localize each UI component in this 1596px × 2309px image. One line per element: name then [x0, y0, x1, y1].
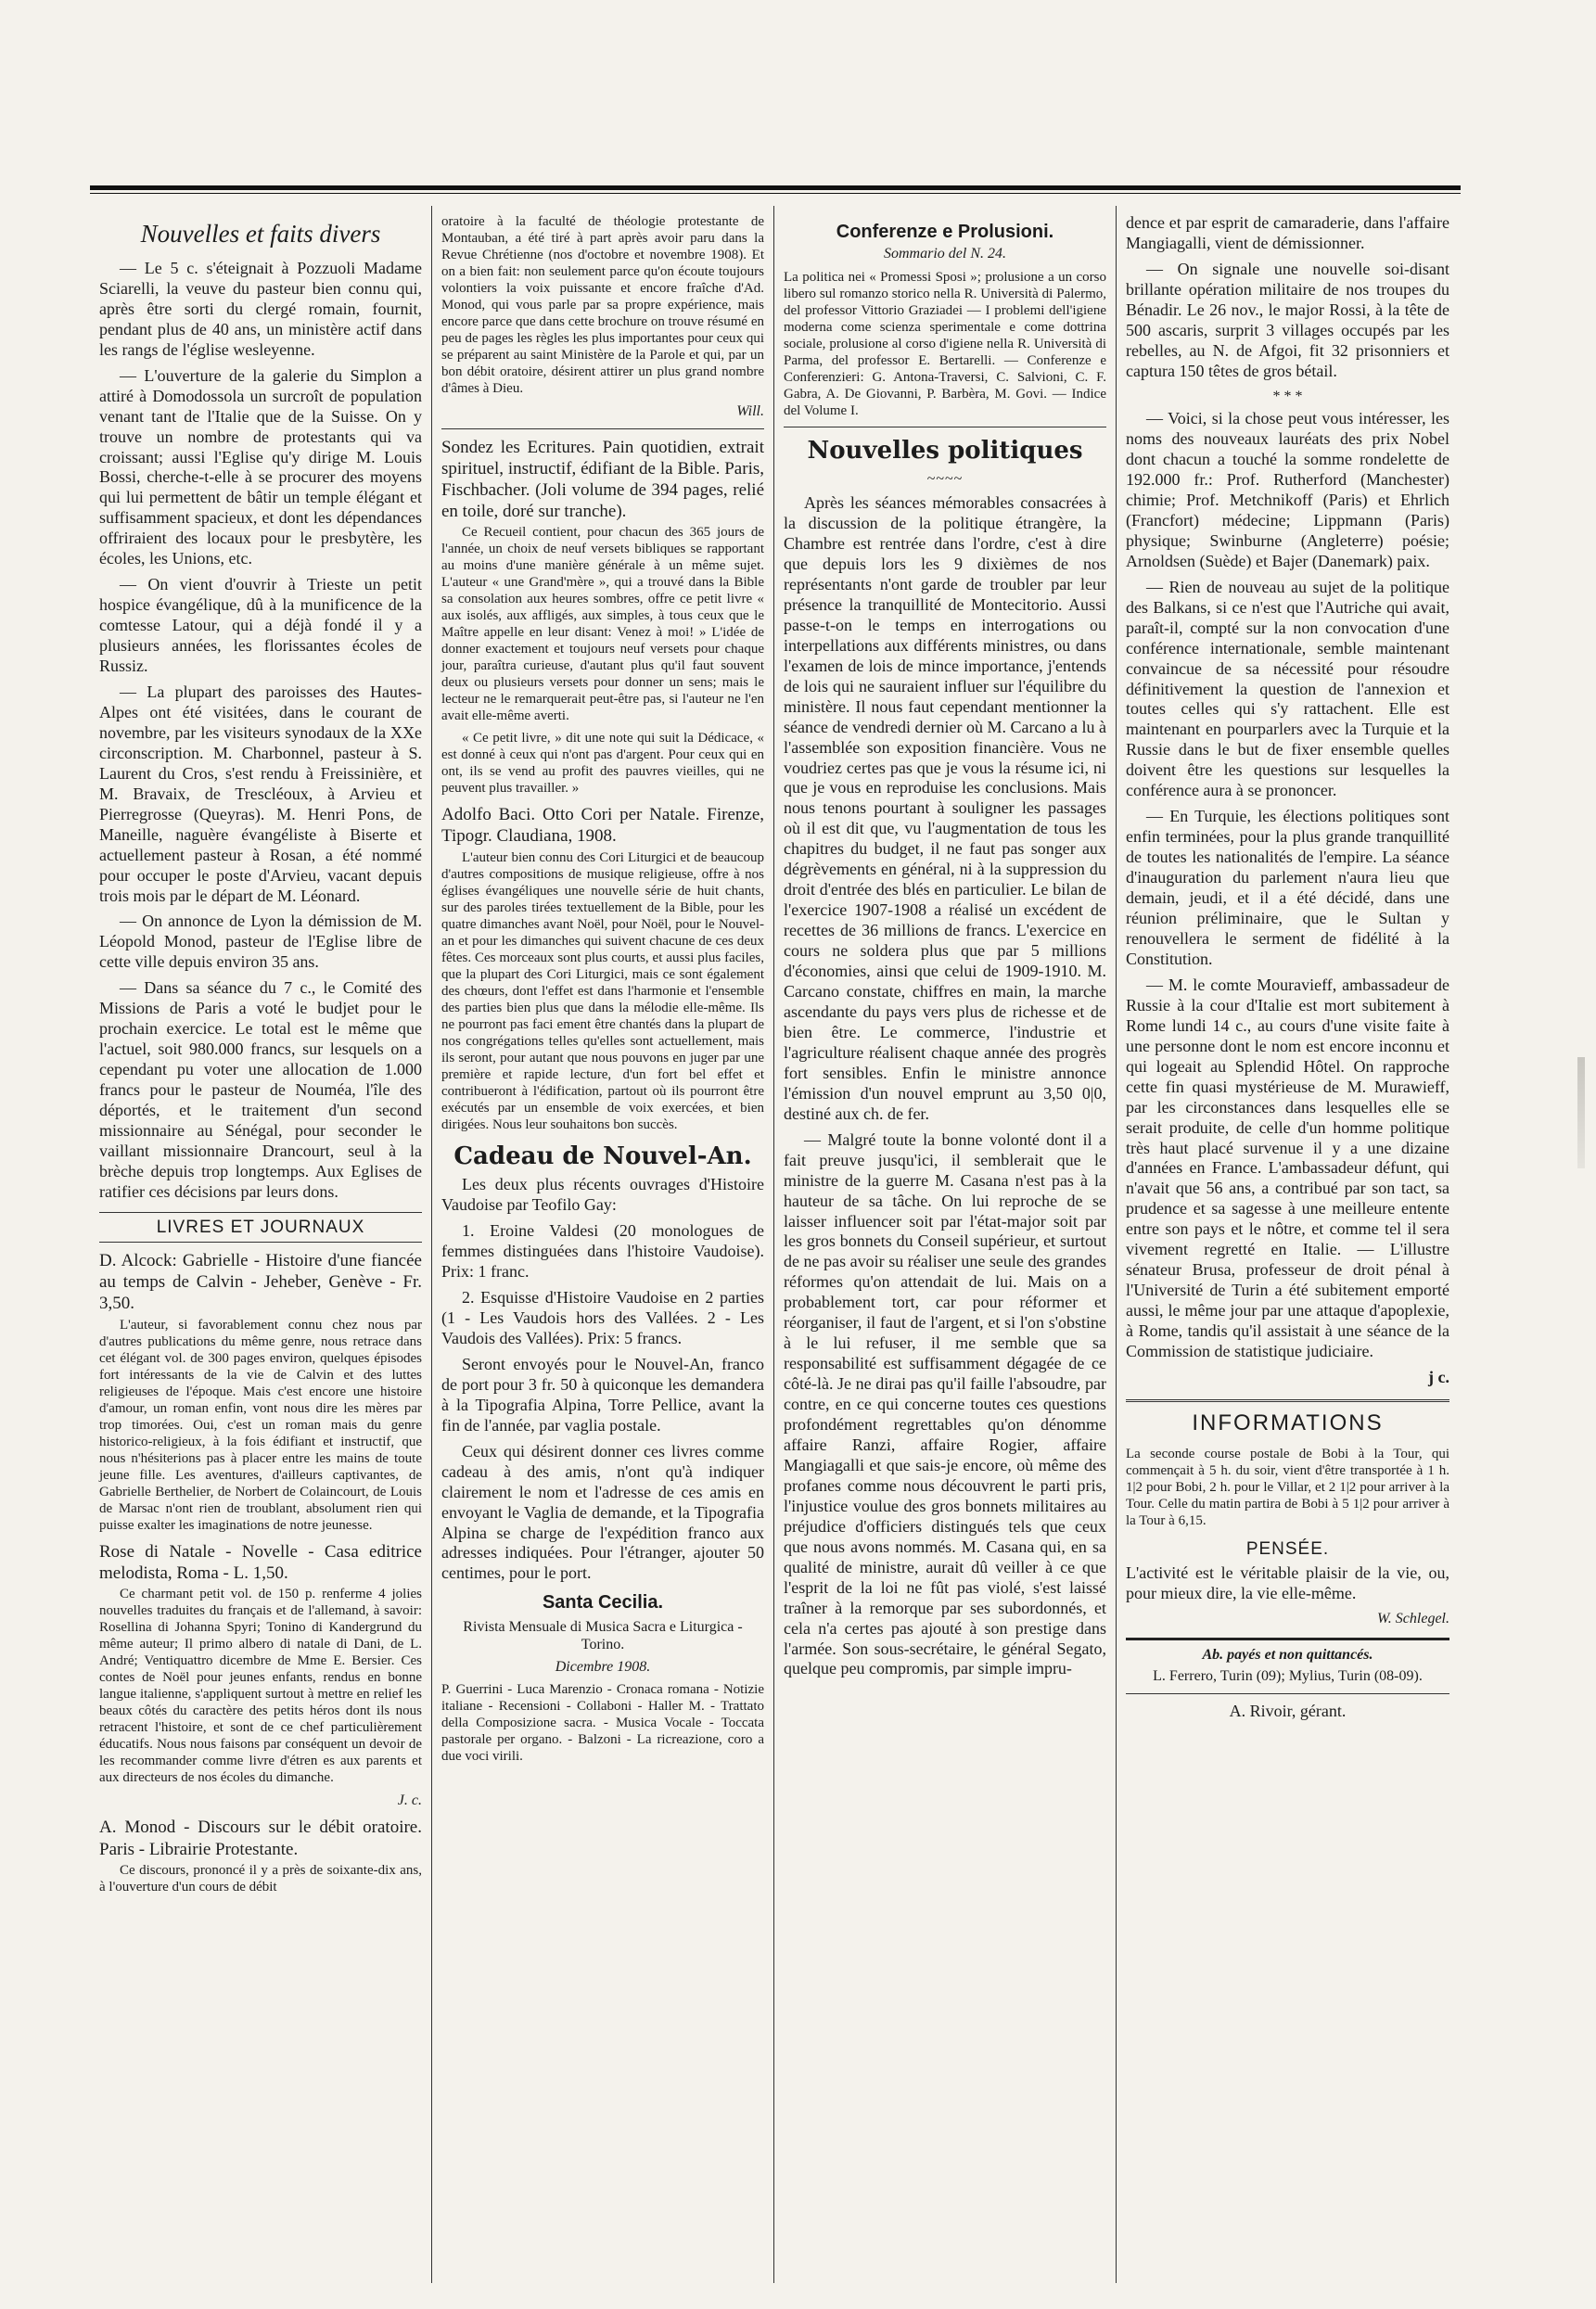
abonnements-text: L. Ferrero, Turin (09); Mylius, Turin (08-09). — [1153, 1668, 1423, 1685]
signature-jc-2: j c. — [1428, 1367, 1449, 1386]
cecilia-contents: P. Guerrini - Luca Marenzio - Cronaca romana - Notizie italiane - Recensioni - Collaboni - Haller M. - Trattato della Composizione sacra. - Musica Vocale - Toccata pastorale per organo. - Balzoni - La ricreazione, coro a due voci virili. — [441, 1682, 764, 1765]
column-1 — [90, 206, 432, 2283]
book-title-gabrielle: D. Alcock: Gabrielle - Histoire d'une fiancée au temps de Calvin - Jeheber, Genève - Fr. 3,50. — [99, 1251, 422, 1314]
cadeau-item-1: 1. Eroine Valdesi (20 monologues de femmes distinguées dans l'histoire Vaudoise). Prix: 1 franc. — [441, 1221, 764, 1282]
divider — [441, 428, 764, 429]
divider — [1126, 1638, 1449, 1640]
book-title-rose: Rose di Natale - Novelle - Casa editrice melodista, Roma - L. 1,50. — [99, 1541, 422, 1583]
politics-nobel: — Voici, si la chose peut vous intéresser, les noms des nouveaux lauréats des prix Nobel dont chacun a touché la somme rondelette de 192.000 fr.: Prof. Rutherford (Manchester) chimie; Prof. Metchnikoff (Paris) et Ehrlich (Francfort) médecine; Lippmann (Paris) physique; Swinburne (Angleterre) poésie; Arnoldsen (Suède) et Bajer (Danemark) paix. — [1126, 409, 1449, 570]
politics-balkans: — Rien de nouveau au sujet de la politique des Balkans, si ce n'est que l'Autriche qui avait, paraît-il, compté sur la non convocation d'une conférence internationale, semble maintenant convaincue de sa nécessité pour résoudre définitivement la question de l'annexion et toutes celles qui s'y rattachent. Elle est maintenant en pourparlers avec la Turquie et la Russie dans le but de fixer ensemble quelles doivent être les questions sur lesquelles la conférence aura à se prononcer. — [1126, 577, 1449, 800]
cadeau-shipping: Seront envoyés pour le Nouvel-An, franco de port pour 3 fr. 50 à quiconque les demandera à la Tipografia Alpina, Torre Pellice, avant la fin de l'année, par vaglia postale. — [441, 1354, 764, 1435]
signature-schlegel: W. Schlegel. — [1376, 1611, 1449, 1627]
section-title-pensee: PENSÉE. — [1245, 1539, 1330, 1560]
book-review-sondez-note: « Ce petit livre, » dit une note qui suit la Dédicace, « est donné à ceux qui n'ont pas d'argent. Pour ceux qui en ont, ils se vend au profit des pauvres vieilles, qui ne peuvent plus travailler. » — [441, 731, 764, 797]
column-4 — [1117, 206, 1459, 2283]
conferenze-subtitle: Sommario del N. 24. — [884, 246, 1006, 262]
politics-chambre: Après les séances mémorables consacrées à la discussion de la politique étrangère, la Chambre est rentrée dans l'ordre, c'est à dire que depuis lors les 9 dixièmes de nos représentants n'ont garde de troubler par leur présence la tranquillité de Montecitorio. Aussi passe-t-on le temps en interrogations ou interpellations aux différents ministres, ou dans l'examen de lois de mince importance, j'entends de lois qui ne sauraient influer sur l'équilibre du ministère. Il nous faut cependant mentionner la séance de vendredi dernier où M. Carcano a lu à l'assemblée son exposition financière. Vous ne voudriez certes pas que je vous la résume ici, ni que je vous en reproduise les conclusions. Mais nous tenons pourtant à souligner les passages où il est dit que, vu l'augmentation de tous les chapitres du budget, il ne faut pas songer aux dégrèvements en général, ni à la suppression du droit d'entrée des blés en particulier. Le bilan de l'exercice 1907-1908 a réalisé un excédent de recettes de 36 millions de francs. L'exercice en cours ne soldera plus que par 5 millions d'économies, ainsi que celui de 1909-1910. M. Carcano constate, chiffres en main, la marche ascendante du pays vers plus de richesse et de bien être. Le commerce, l'industrie et l'agriculture réalisent chaque année des progrès fort sensibles. Enfin le ministre annonce l'émission d'un nouvel emprunt au 3,50 0|0, destiné aux ch. de fer. — [784, 493, 1106, 1123]
pensee-text: L'activité est le véritable plaisir de la vie, ou, pour mieux dire, la vie elle-même. — [1126, 1563, 1449, 1603]
section-title-informations: INFORMATIONS — [1126, 1399, 1449, 1436]
news-missions: — Dans sa séance du 7 c., le Comité des Missions de Paris a voté le budjet pour le prochain exercice. Le total est le même que l'actuel, soit 980.000 francs, sur lesquels on a cependant pu voter une allocation de 1.000 francs pour le pasteur de Nouméa, l'île des déportés, et le traitement d'un second missionnaire au Sénégal, pour seconder le vaillant missionnaire Drancourt, seul à la brèche depuis trop longtemps. Aux Eglises de ratifier ces décisions par leurs dons. — [99, 978, 422, 1201]
column-2 — [432, 206, 774, 2283]
book-title-monod: A. Monod - Discours sur le débit oratoire. Paris - Librairie Protestante. — [99, 1818, 422, 1859]
news-sciarelli: — Le 5 c. s'éteignait à Pozzuoli Madame Sciarelli, la veuve du pasteur bien connu qui, après être sorti du clergé romain, fournit, pendant plus de 40 ans, un ministère actif dans les rangs de l'église wesleyenne. — [99, 258, 422, 359]
section-title-politiques: Nouvelles politiques — [807, 436, 1083, 465]
column-3 — [774, 206, 1117, 2283]
book-review-monod-cont: oratoire à la faculté de théologie protestante de Montauban, a été tiré à part après avoir paru dans la Revue Chrétienne (nos d'octobre et novembre 1908). Et on a bien fait: non seulement parce qu'on écoute toujours volontiers la voix puissante et encore fraîche d'Ad. Monod, qui vous parle par sa propre expérience, mais encore parce que dans cette brochure on trouve résumé en peu de pages les règles les plus importantes pour ceux qui se préparent au saint Ministère de la Parole et qui, par un bon débit oratoire, désirent attirer un plus grand nombre d'âmes à Dieu. — [441, 214, 764, 396]
book-review-sondez: Ce Recueil contient, pour chacun des 365 jours de l'année, un choix de neuf versets bibliques se rapportant au moins d'une manière générale à un même sujet. L'auteur « une Grand'mère », qui a trouvé dans la Bible sa consolation aux heures sombres, offre ce petit livre « aux isolés, aux affligés, aux simples, à tous ceux que le Maître appelle en leur disant: Venez à moi! » L'idée de donner exactement et toujours neuf versets pour chaque jour, paraîtra curieuse, d'autant plus qu'il faut souvent deux ou plusieurs versets pour donner un sens; mais le lecteur ne le remarquerait peut-être pas, si l'auteur ne l'en avait elle-même averti. — [441, 525, 764, 724]
cadeau-intro: Les deux plus récents ouvrages d'Histoire Vaudoise par Teofilo Gay: — [441, 1175, 764, 1215]
book-title-sondez: Sondez les Ecritures. Pain quotidien, extrait spirituel, instructif, édifiant de la Bible. Paris, Fischbacher. (Joli volume de 394 pages, relié en toile, doré sur tranche). — [441, 437, 764, 522]
abonnements-title: Ab. payés et non quittancés. — [1202, 1646, 1373, 1663]
politics-guerre: — Malgré toute la bonne volonté dont il a fait preuve jusqu'ici, il semblerait que le ministre de la guerre M. Casana n'est pas à la hauteur de sa tâche. On lui reproche de se laisser influencer soit par l'état-major soit par les gros bonnets du Conseil supérieur, et surtout de ne pas avoir su réaliser une seule des grandes réformes qu'on attendait de lui. Mais on a probablement tort, car pour réformer et réorganiser, il faut de l'argent, et si l'on s'obstine à le lui refuser, il me semble que sa responsabilité est suffisamment dégagée de ce côté-là. Je ne dirai pas qu'il faille l'absoudre, par contre, en ce qui concerne toutes ces questions profondément regrettables qu'on dénomme affaire Ranzi, affaire Rogier, affaire Mangiagalli et que sais-je encore, où même des profanes comme nous découvrent le parti pris, l'injustice voulue des gros bonnets militaires au préjudice d'officiers distingués tels que ceux que nous avons nommés. M. Casana qui, en sa qualité de ministre, aurait dû veiller à ce que l'esprit de la loi ne fût pas violé, s'est laissé traîner à la remorque par ses subordonnés, et cela n'a certes pas ajouté à son prestige dans l'armée. Son sous-secrétaire, le général Segato, quelque peu compromis, par simple impru- — [784, 1129, 1106, 1678]
signature-will: Will. — [736, 403, 764, 419]
section-title-cadeau: Cadeau de Nouvel-An. — [453, 1142, 752, 1170]
news-domodossola: — L'ouverture de la galerie du Simplon a attiré à Domodossola un surcroît de population venant tant de l'Italie que de la Suisse. On y trouve un nombre de protestants qui va croissant; aussi l'Eglise qu'y dirige M. Louis Bossi, cherche-t-elle à se procurer des moyens qui lui permettent de bâtir un temple élégant et suffisamment spacieux, et dont les dépendances offriraient des locaux pour le presbytère, les écoles, les Unions, etc. — [99, 365, 422, 568]
news-hautes-alpes: — La plupart des paroisses des Hautes-Alpes ont été visitées, dans le courant de novembre, par les visiteurs synodaux de la XXe circonscription. M. Charbonnel, pasteur à S. Laurent du Cros, s'est rendu à Freissinière, et M. Bravaix, de Trescléoux, à Arvieu et Pierregrosse (Queyras). M. Henri Pons, de Maneille, naguère évangéliste à Biserte et actuellement pasteur à Rosan, a été nommé pour occuper le poste d'Arvieu, vacant depuis trois mois par le départ de M. Léonard. — [99, 682, 422, 905]
politics-turquie: — En Turquie, les élections politiques sont enfin terminées, pour la plus grande tranquillité de toutes les nationalités de l'empire. La séance d'inauguration du parlement n'aura lieu que demain, jeudi, et il a été décidé, dans une réunion préliminaire, que le Sultan y renouvellera le serment de fidélité à la Constitution. — [1126, 807, 1449, 968]
politics-benadir: — On signale une nouvelle soi-disant brillante opération militaire de nos troupes du Bénadir. Le 26 nov., le major Rossi, à la tête de 500 ascaris, surprit 3 villages occupés par les rebelles, au N. de Afgoi, fit 32 prisonniers et captura 150 têtes de gros bétail. — [1126, 259, 1449, 380]
informations-text: La seconde course postale de Bobi à la Tour, qui commençait à 5 h. du soir, vient d'être transportée à 1 h. 1|2 pour Bobi, 2 h. pour le Villar, et 2 1|2 pour arriver à la Tour. Celle du matin partira de Bobi à 5 1|2 pour arriver à la Tour à 6,15. — [1126, 1447, 1449, 1529]
book-review-gabrielle: L'auteur, si favorablement connu chez nous par d'autres publications du même genre, nous retrace dans cet élégant vol. de 300 pages environ, quelques épisodes fort intéressants de la vie de Calvin et des luttes religieuses de l'époque. Mais c'est encore une histoire d'amour, un roman enfin, vont nous dire les mères par trop timorées. Oui, c'est un roman mais du genre historico-religieux, à la fois édifiant et instructif, que nous n'hésiterions pas à placer entre les mains de toute jeune fille. Les aventures, d'ailleurs captivantes, de Gabrielle Berthelier, de Norbert de Colaincourt, de Louis de Marsac n'ont rien de troublant, absolument rien qui puisse exalter les imaginations de notre jeunesse. — [99, 1317, 422, 1533]
section-title-cecilia: Santa Cecilia. — [542, 1592, 664, 1614]
scan-artifact — [1577, 1057, 1585, 1168]
section-title-livres: LIVRES ET JOURNAUX — [99, 1212, 422, 1243]
asterism: * * * — [1272, 388, 1303, 404]
columns — [90, 206, 1461, 2283]
news-trieste: — On vient d'ouvrir à Trieste un petit hospice évangélique, dû à la munificence de la comtesse Latour, qui a déjà fondé il y a plusieurs années, les florissantes écoles de Russiz. — [99, 575, 422, 676]
cecilia-subtitle: Rivista Mensuale di Musica Sacra e Liturgica - Torino. — [463, 1618, 743, 1653]
politics-guerre-cont: dence et par esprit de camaraderie, dans l'affaire Mangiagalli, vient de démissionner. — [1126, 213, 1449, 252]
politics-mouravieff: — M. le comte Mouravieff, ambassadeur de Russie à la cour d'Italie est mort subitement à Rome lundi 14 c., au cours d'une visite faite à une personne dont le nom est encore inconnu et qui logeait au Splendid Hôtel. On rapproche cette fin quasi mystérieuse de M. Murawieff, par les circonstances dans lesquelles elle se serait produite, de celle d'un homme politique très haut placé survenue il y a une dizaine d'années en France. L'ambassadeur défunt, qui n'avait que 56 ans, a contribué par son tact, sa prudence et sa sagesse à une meilleure entente entre son pays et le nôtre, et comme tel il sera vivement regretté en Italie. — L'illustre sénateur Brusa, professeur de droit pénal à l'Université de Turin a été subitement emporté aussi, le même jour par une attaque d'apoplexie, à Rome, tandis qu'il assistait à une séance de la Commission de statistique judiciaire. — [1126, 975, 1449, 1361]
book-title-otto-cori: Adolfo Baci. Otto Cori per Natale. Firenze, Tipogr. Claudiana, 1908. — [441, 805, 764, 847]
header-rule — [90, 185, 1461, 194]
section-title-nouvelles: Nouvelles et faits divers — [140, 220, 381, 248]
cecilia-date: Dicembre 1908. — [555, 1658, 651, 1675]
divider — [1126, 1693, 1449, 1694]
book-review-rose: Ce charmant petit vol. de 150 p. renferme 4 jolies nouvelles traduites du français et de l'allemand, à savoir: Rosellina di Johanna Spyri; Tonino di Kandergrund du même auteur; Il primo albero di natale di Dani, de L. André; Ventiquattro dicembre de Mme E. Bersier. Ces contes de Noël pour jeunes enfants, rendus en bonne langue italienne, s'appliquent surtout à mettre en relief les beaux côtés du caractère des petits héros dont ils nous retracent l'histoire, et sont de ce chef particulièrement éducatifs. Nous nous faisons par conséquent un devoir de les recommander comme livre d'étren es aux parents et aux directeurs de nos écoles du dimanche. — [99, 1586, 422, 1785]
signature-jc: J. c. — [397, 1792, 422, 1808]
ornament: ~~~~ — [926, 470, 964, 487]
book-review-monod: Ce discours, prononcé il y a près de soixante-dix ans, à l'ouverture d'un cours de débit — [99, 1862, 422, 1894]
section-title-conferenze: Conferenze e Prolusioni. — [836, 222, 1054, 242]
gerant-signature: A. Rivoir, gérant. — [1229, 1701, 1347, 1720]
cadeau-item-2: 2. Esquisse d'Histoire Vaudoise en 2 parties (1 - Les Vaudois hors des Vallées. 2 - Les Vaudois des Vallées). Prix: 5 francs. — [441, 1288, 764, 1347]
cadeau-gift-note: Ceux qui désirent donner ces livres comme cadeau à des amis, n'ont qu'à indiquer clairement le nom et l'adresse de ces amis en envoyant le Vaglia de demande, et la Tipografia Alpina se charge de l'expédition franco aux adresses indiquées. Pour l'étranger, ajouter 50 centimes, pour le port. — [441, 1441, 764, 1583]
book-review-otto-cori: L'auteur bien connu des Cori Liturgici et de beaucoup d'autres compositions de musique religieuse, offre à nos églises évangéliques une nouvelle série de huit chants, sur des paroles tirées textuellement de la Bible, pour les quatre dimanches avant Noël, pour Noël, pour le Nouvel-an et pour les dimanches qui suivent chacune de ces deux fêtes. Ces morceaux sont plus courts, et aussi plus faciles, que la plupart des Cori Liturgici, mais ce sont également des chœurs, dont l'effet est dans l'harmonie et l'ensemble des parties bien plus que dans la mélodie elle-même. Ils ne pourront pas faci ement être chantés dans la plupart de nos congrégations telles qu'elles sont actuellement, mais ils seront, pour autant que nous pouvons en juger par une première et rapide lecture, d'un fort bel effet et contribueront à l'édification, partout où ils pourront être exécutés par un ensemble de voix exercées, et bien dirigées. Nous leur souhaitons bon succès. — [441, 849, 764, 1132]
conferenze-contents: La politica nei « Promessi Sposi »; prolusione a un corso libero sul romanzo storico nella R. Università di Palermo, del professor Vittorio Graziadei — I problemi dell'igiene moderna come scienza sperimentale e come dottrina sociale, prolusione al corso d'igiene nella R. Università di Parma, del professor E. Bertarelli. — Conferenze e Conferenzieri: G. Antona-Traversi, C. Salvioni, C. F. Gabra, A. De Giovanni, P. Barbèra, M. Govi. — Indice del Volume I. — [784, 269, 1106, 418]
news-monod: — On annonce de Lyon la démission de M. Léopold Monod, pasteur de l'Eglise libre de cette ville depuis environ 35 ans. — [99, 912, 422, 972]
